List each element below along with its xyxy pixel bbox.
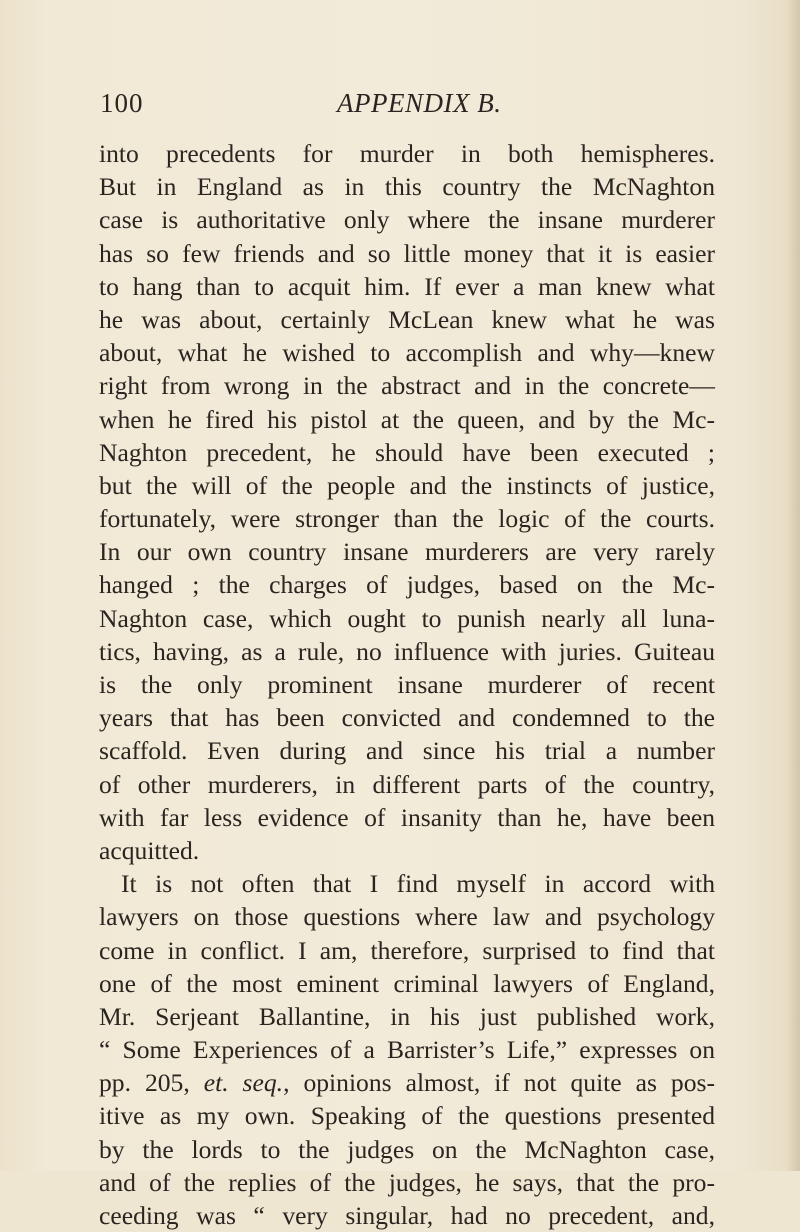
text-line: scaffold. Even during and since his trial a number — [99, 736, 715, 766]
text-line: when he fired his pistol at the queen, and by the Mc- — [99, 404, 715, 434]
text-line: but the will of the people and the instincts of justice, — [99, 470, 715, 500]
paragraph-first-line: It is not often that I find myself in accord with — [121, 869, 715, 899]
text-line: Naghton case, which ought to punish nearly all luna- — [99, 603, 715, 633]
text-line: has so few friends and so little money that it is easier — [99, 238, 715, 268]
text-line: acquitted. — [99, 835, 200, 865]
latin-abbreviation: et. seq. — [203, 1068, 284, 1098]
text-line: years that has been convicted and condemned to the — [99, 703, 715, 733]
text-line: ceeding was “ very singular, had no precedent, and, — [99, 1201, 715, 1230]
text-line: itive as my own. Speaking of the questions presented — [99, 1101, 715, 1131]
text-line: fortunately, were stronger than the logic of the courts. — [99, 504, 715, 534]
text-line: about, what he wished to accomplish and why—knew — [99, 338, 715, 368]
text-line: Mr. Serjeant Ballantine, in his just published work, — [99, 1001, 715, 1031]
text-line: one of the most eminent criminal lawyers of England, — [99, 968, 715, 998]
running-title: APPENDIX B. — [337, 88, 502, 118]
text-line: But in England as in this country the McNaghton — [99, 172, 715, 202]
text-line: and of the replies of the judges, he says, that the pro- — [99, 1167, 715, 1197]
page-number: 100 — [100, 88, 144, 118]
text-line: lawyers on those questions where law and psychology — [99, 902, 715, 932]
text-line: come in conflict. I am, therefore, surprised to find that — [99, 935, 715, 965]
text-line: is the only prominent insane murderer of recent — [99, 670, 715, 699]
text-line: “ Some Experiences of a Barrister’s Life,” expresses on — [99, 1035, 715, 1065]
text-line: tics, having, as a rule, no influence with juries. Guiteau — [99, 636, 715, 666]
text-line: pp. 205, et. seq., opinions almost, if not quite as pos- — [99, 1068, 715, 1098]
text-line: Naghton precedent, he should have been executed ; — [99, 437, 715, 467]
text-line: he was about, certainly McLean knew what he was — [99, 304, 715, 334]
body-text — [99, 137, 715, 1232]
text-line: In our own country insane murderers are very rarely — [99, 537, 715, 567]
text-line: right from wrong in the abstract and in the concrete— — [99, 371, 715, 401]
text-line: hanged ; the charges of judges, based on the Mc- — [99, 570, 715, 600]
text-line: case is authoritative only where the insane murderer — [99, 205, 715, 235]
page-edge-shadow — [786, 0, 800, 1171]
text-line: by the lords to the judges on the McNaghton case, — [99, 1134, 715, 1164]
running-head — [100, 88, 720, 128]
text-line: to hang than to acquit him. If ever a man knew what — [99, 271, 715, 301]
text-line: of other murderers, in different parts of the country, — [99, 769, 715, 799]
text-line: with far less evidence of insanity than he, have been — [99, 802, 715, 832]
text-line: into precedents for murder in both hemispheres. — [99, 139, 715, 168]
